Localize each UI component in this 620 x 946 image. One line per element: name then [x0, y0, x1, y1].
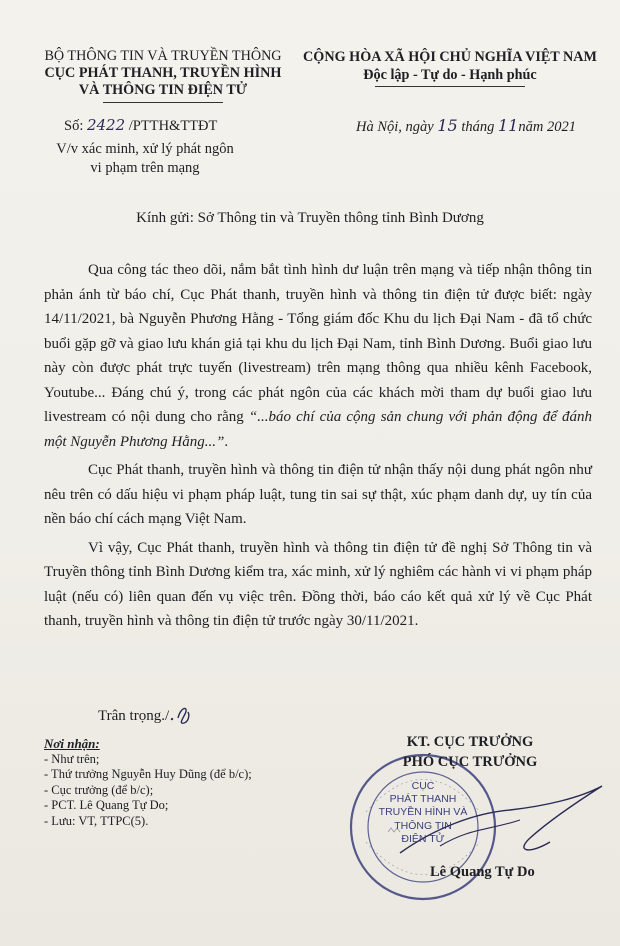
- paragraph-1-text: Qua công tác theo dõi, nắm bắt tình hình dư luận trên mạng và tiếp nhận thông tin phản ánh từ báo chí, Cục Phát thanh, truyền hình và thông tin điện tử được biết: ngày 14/11/2021, bà Nguyễn Phương Hằng - Tổng giám đốc Khu du lịch Đại Nam - đã tổ chức buổi gặp gỡ và giao lưu khán giả tại khu du lịch Đại Nam, tỉnh Bình Dương. Buổi giao lưu này còn được phát trực tuyến (livestream) trên mạng thông qua nhiều kênh Facebook, Youtube... Đáng chú ý, trong các phát ngôn của các khách mời tham dự buổi giao lưu livestream có nội dung cho rằng: [44, 262, 592, 425]
- list-item: - Như trên;: [44, 751, 100, 766]
- document-number: [64, 116, 217, 135]
- nation-name: CỘNG HÒA XÃ HỘI CHỦ NGHĨA VIỆT NAM: [303, 49, 597, 65]
- doc-number-prefix: Số:: [64, 118, 87, 134]
- list-item: - Lưu: VT, TTPC(5).: [44, 813, 149, 828]
- body-paragraph-3: Vì vậy, Cục Phát thanh, truyền hình và thông tin điện tử đề nghị Sở Thông tin và Truyền thông tỉnh Bình Dương kiểm tra, xác minh, xử lý nghiêm các hành vi vi phạm pháp luật (nếu có) liên quan đến vụ việc trên. Đồng thời, báo cáo kết quả xử lý về Cục Phát thanh, truyền hình và thông tin điện tử trước ngày 30/11/2021.: [44, 539, 592, 629]
- document-subject: [40, 140, 250, 178]
- list-item: - Cục trưởng (để b/c);: [44, 782, 154, 797]
- org-underline: [103, 102, 223, 103]
- date-month-handwritten: 11: [498, 116, 519, 135]
- handwritten-signature: [380, 758, 610, 878]
- seal-line: CỤC: [411, 780, 435, 792]
- doc-number-handwritten: 2422: [86, 116, 126, 134]
- date-day-handwritten: 15: [437, 116, 458, 135]
- initial-signature-mark: [175, 704, 193, 726]
- department-name-cont: VÀ THÔNG TIN ĐIỆN TỬ: [78, 82, 248, 98]
- signer-name: Lê Quang Tự Do: [430, 864, 535, 880]
- closing-salutation: [98, 704, 193, 726]
- seal-line: THÔNG TIN: [394, 819, 452, 832]
- distribution-title: Nơi nhận:: [44, 736, 100, 751]
- date-prefix: Hà Nội, ngày: [356, 119, 438, 135]
- signer-authority: KT. CỤC TRƯỞNG: [406, 734, 534, 750]
- seal-line: TRUYỀN HÌNH VÀ: [378, 806, 468, 819]
- body-paragraph-1: [44, 258, 592, 454]
- subject-line: vi phạm trên mạng: [90, 160, 200, 176]
- document-date: [356, 116, 576, 136]
- national-motto: Độc lập - Tự do - Hạnh phúc: [363, 67, 537, 83]
- body-paragraph-2: Cục Phát thanh, truyền hình và thông tin điện tử nhận thấy nội dung phát ngôn như nêu trên có dấu hiệu vi phạm pháp luật, tung tin sai sự thật, xúc phạm danh dự, uy tín của nền báo chí cách mạng Việt Nam.: [44, 462, 592, 527]
- issuing-organization: [18, 48, 308, 103]
- closing-text: Trân trọng./: [98, 708, 170, 724]
- distribution-items: [44, 752, 344, 830]
- paragraph-1-end: .: [224, 433, 229, 450]
- seal-line: ĐIỆN TỬ: [401, 832, 445, 845]
- department-name: CỤC PHÁT THANH, TRUYỀN HÌNH: [44, 65, 282, 81]
- date-month-word: tháng: [457, 119, 498, 135]
- national-heading: [300, 48, 600, 87]
- letter-body: [44, 258, 592, 638]
- list-item: - Thứ trưởng Nguyễn Huy Dũng (để b/c);: [44, 767, 252, 782]
- addressee: Kính gửi: Sở Thông tin và Truyền thông tỉnh Bình Dương: [136, 210, 484, 226]
- date-year: năm 2021: [518, 119, 576, 135]
- distribution-list: [44, 736, 344, 830]
- ministry-name: BỘ THÔNG TIN VÀ TRUYỀN THÔNG: [44, 48, 282, 64]
- subject-line: V/v xác minh, xử lý phát ngôn: [56, 141, 234, 157]
- list-item: - PCT. Lê Quang Tự Do;: [44, 798, 169, 813]
- quoted-statement: “...báo chí của cộng sản chung với phản động để đánh một Nguyễn Phương Hằng...”: [44, 409, 592, 450]
- seal-line: PHÁT THANH: [389, 793, 457, 806]
- motto-underline: [375, 86, 525, 87]
- closing-initial-mark: .: [169, 704, 175, 725]
- signer-role: PHÓ CỤC TRƯỞNG: [402, 754, 538, 770]
- doc-number-suffix: /PTTH&TTĐT: [125, 118, 218, 134]
